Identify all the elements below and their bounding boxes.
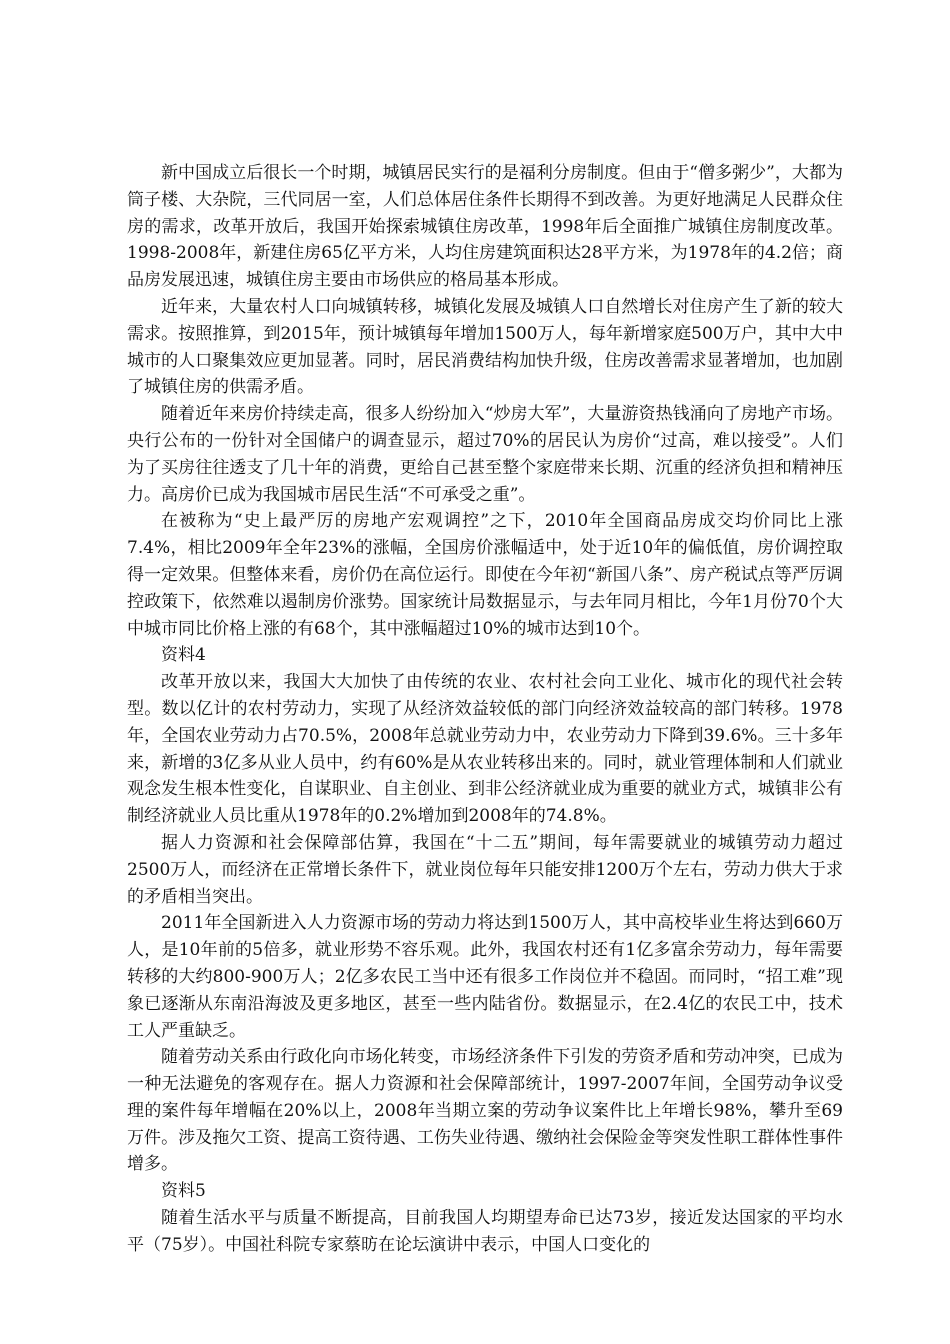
paragraph-labor-transition: 改革开放以来，我国大大加快了由传统的农业、农村社会向工业化、城市化的现代社会转型。数以亿计的农村劳动力，实现了从经济效益较低的部门向经济效益较高的部门转移。1978年，全国农业劳动力占70.5%，2008年总就业劳动力中，农业劳动力下降到39.6%。三十多年来，新增的3亿多从业人员中，约有60%是从农业转移出来的。同时，就业管理体制和人们就业观念发生根本性变化，自谋职业、自主创业、到非公经济就业成为重要的就业方式，城镇非公有制经济就业人员比重从1978年的0.2%增加到2008年的74.8%。 [127, 672, 843, 827]
paragraph-employment-2011: 2011年全国新进入人力资源市场的劳动力将达到1500万人，其中高校毕业生将达到660万人，是10年前的5倍多，就业形势不容乐观。此外，我国农村还有1亿多富余劳动力，每年需要转移的大约800-900万人；2亿多农民工当中还有很多工作岗位并不稳固。而同时，“招工难”现象已逐渐从东南沿海波及更多地区，甚至一些内陆省份。数据显示，在2.4亿的农民工中，技术工人严重缺乏。 [127, 913, 843, 1041]
paragraph-house-prices: 随着近年来房价持续走高，很多人纷纷加入“炒房大军”，大量游资热钱涌向了房地产市场。央行公布的一份针对全国储户的调查显示，超过70%的居民认为房价“过高，难以接受”。人们为了买房往往透支了几十年的消费，更给自己甚至整个家庭带来长期、沉重的经济负担和精神压力。高房价已成为我国城市居民生活“不可承受之重”。 [127, 404, 843, 505]
paragraph-price-control: 在被称为“史上最严厉的房地产宏观调控”之下，2010年全国商品房成交均价同比上涨7.4%，相比2009年全年23%的涨幅，全国房价涨幅适中，处于近10年的偏低值，房价调控取得一定效果。但整体来看，房价仍在高位运行。即使在今年初“新国八条”、房产税试点等严厉调控政策下，依然难以遏制房价涨势。国家统计局数据显示，与去年同月相比，今年1月份70个大中城市同比价格上涨的有68个，其中涨幅超过10%的城市达到10个。 [127, 511, 843, 639]
paragraph-life-expectancy: 随着生活水平与质量不断提高，目前我国人均期望寿命已达73岁，接近发达国家的平均水平（75岁）。中国社科院专家蔡昉在论坛演讲中表示，中国人口变化的 [127, 1208, 843, 1255]
paragraph-labor-supply: 据人力资源和社会保障部估算，我国在“十二五”期间，每年需要就业的城镇劳动力超过2500万人，而经济在正常增长条件下，就业岗位每年只能安排1200万个左右，劳动力供大于求的矛盾相当突出。 [127, 832, 843, 907]
document-body [127, 160, 843, 1259]
paragraph-housing-history: 新中国成立后很长一个时期，城镇居民实行的是福利分房制度。但由于“僧多粥少”，大都为筒子楼、大杂院，三代同居一室，人们总体居住条件长期得不到改善。为更好地满足人民群众住房的需求，改革开放后，我国开始探索城镇住房改革，1998年后全面推广城镇住房制度改革。1998-2008年，新建住房65亿平方米，人均住房建筑面积达28平方米，为1978年的4.2倍；商品房发展迅速，城镇住房主要由市场供应的格局基本形成。 [127, 163, 843, 291]
paragraph-labor-disputes: 随着劳动关系由行政化向市场化转变，市场经济条件下引发的劳资矛盾和劳动冲突，已成为一种无法避免的客观存在。据人力资源和社会保障部统计，1997-2007年间，全国劳动争议受理的案件每年增幅在20%以上，2008年当期立案的劳动争议案件比上年增长98%，攀升至69万件。涉及拖欠工资、提高工资待遇、工伤失业待遇、缴纳社会保险金等突发性职工群体性事件增多。 [127, 1047, 843, 1175]
paragraph-urban-demand: 近年来，大量农村人口向城镇转移，城镇化发展及城镇人口自然增长对住房产生了新的较大需求。按照推算，到2015年，预计城镇每年增加1500万人，每年新增家庭500万户，其中大中城市的人口聚集效应更加显著。同时，居民消费结构加快升级，住房改善需求显著增加，也加剧了城镇住房的供需矛盾。 [127, 296, 843, 398]
section-heading-material-4: 资料4 [161, 645, 206, 666]
section-heading-material-5: 资料5 [161, 1181, 206, 1202]
